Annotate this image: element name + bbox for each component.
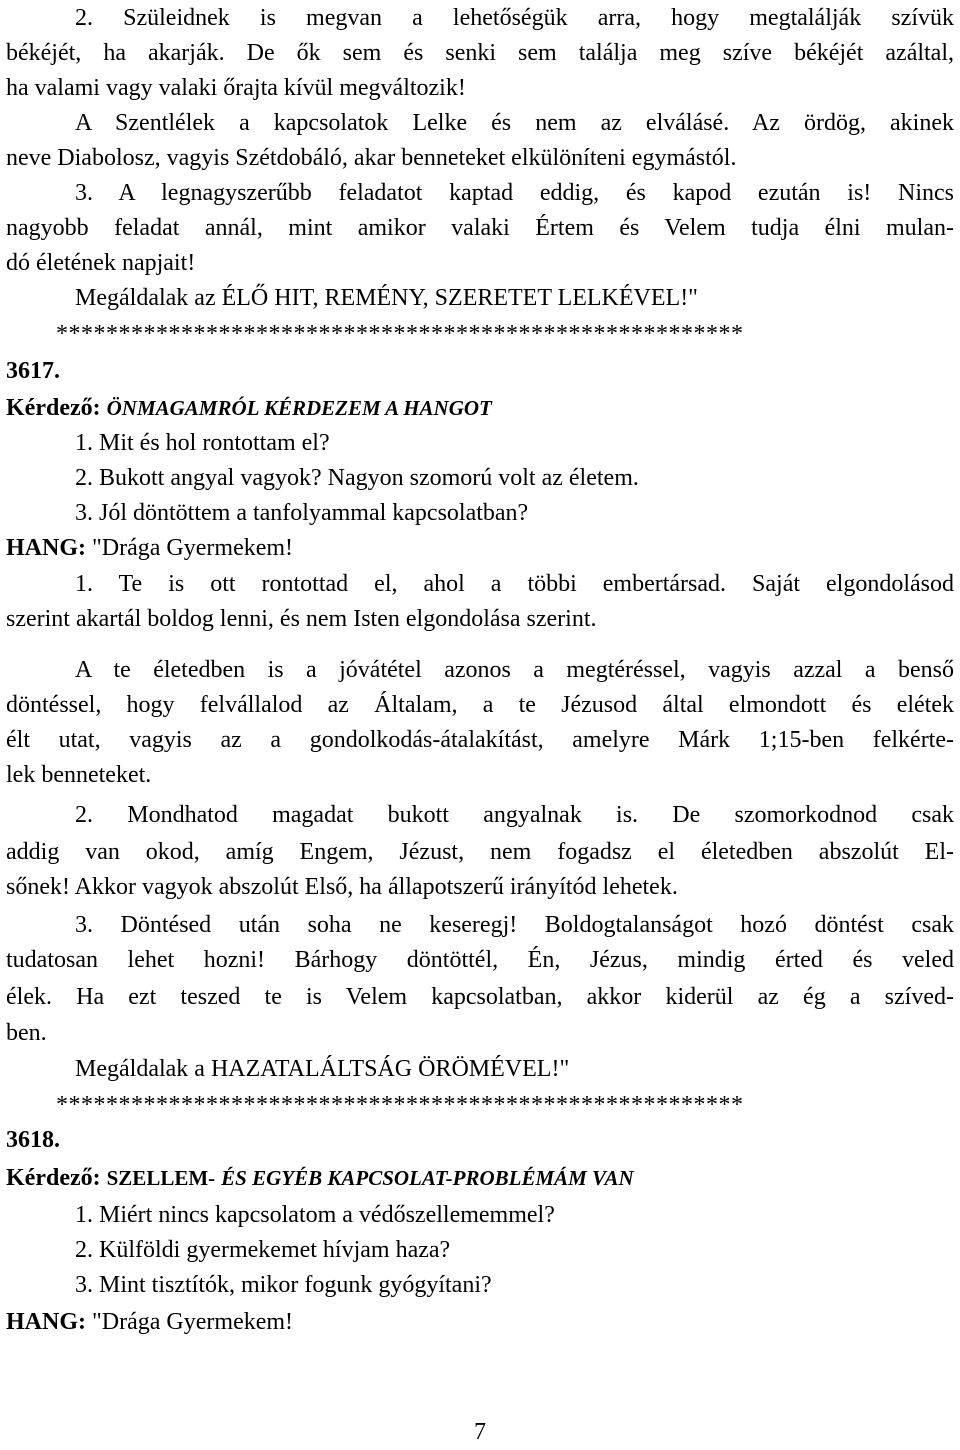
text-line: addig van okod, amíg Engem, Jézust, nem fogadsz el életedben abszolút El- xyxy=(6,839,954,865)
hang-header xyxy=(6,530,293,566)
question-item: 2. Bukott angyal vagyok? Nagyon szomorú volt az életem. xyxy=(75,465,639,491)
separator-stars: ******************************************************* xyxy=(56,321,744,347)
text-line: szerint akartál boldog lenni, és nem Isten elgondolása szerint. xyxy=(6,606,597,632)
text-line: sőnek! Akkor vagyok abszolút Első, ha állapotszerű irányítód lehetek. xyxy=(6,874,678,900)
questioner-label: Kérdező: xyxy=(6,1165,101,1191)
hang-greeting: "Drága Gyermekem! xyxy=(92,1309,294,1335)
question-item: 1. Miért nincs kapcsolatom a védőszellememmel? xyxy=(75,1202,555,1228)
text-line: 1. Te is ott rontottad el, ahol a többi embertársad. Saját elgondolásod xyxy=(75,571,954,597)
text-line: élek. Ha ezt teszed te is Velem kapcsolatban, akkor kiderül az ég a szíved- xyxy=(6,984,954,1010)
hang-label: HANG: xyxy=(6,1309,86,1335)
text-line: békéjét, ha akarják. De ők sem és senki sem találja meg szíve békéjét azáltal, xyxy=(6,40,954,66)
question-item: 2. Külföldi gyermekemet hívjam haza? xyxy=(75,1237,451,1263)
text-line: lek benneteket. xyxy=(6,762,152,788)
text-line: ben. xyxy=(6,1020,47,1046)
hang-greeting: "Drága Gyermekem! xyxy=(92,535,294,561)
separator-stars: ******************************************************* xyxy=(56,1092,744,1118)
question-item: 1. Mit és hol rontottam el? xyxy=(75,430,330,456)
questioner-label: Kérdező: xyxy=(6,395,101,421)
question-header xyxy=(6,390,492,426)
text-line: 2. Szüleidnek is megvan a lehetőségük arra, hogy megtalálják szívük xyxy=(75,5,954,31)
text-line: tudatosan lehet hozni! Bárhogy döntöttél, Én, Jézus, mindig érted és veled xyxy=(6,947,954,973)
text-line: döntéssel, hogy felvállalod az Általam, a te Jézusod által elmondott és elétek xyxy=(6,692,954,718)
blessing-line: Megáldalak az ÉLŐ HIT, REMÉNY, SZERETET LELKÉVEL!" xyxy=(75,285,698,311)
text-line: nagyobb feladat annál, mint amikor valaki Értem és Velem tudja élni mulan- xyxy=(6,215,954,241)
entry-number: 3617. xyxy=(6,358,60,384)
text-line: 3. Döntésed után soha ne keseregj! Boldogtalanságot hozó döntést csak xyxy=(75,912,954,938)
question-title-prefix: SZELLEM- xyxy=(106,1166,216,1190)
hang-label: HANG: xyxy=(6,535,86,561)
text-line: 3. A legnagyszerűbb feladatot kaptad eddig, és kapod ezután is! Nincs xyxy=(75,180,954,206)
question-title: ÖNMAGAMRÓL KÉRDEZEM A HANGOT xyxy=(106,396,492,420)
text-line: A te életedben is a jóvátétel azonos a megtéréssel, vagyis azzal a benső xyxy=(75,657,954,683)
question-item: 3. Mint tisztítók, mikor fogunk gyógyítani? xyxy=(75,1272,492,1298)
text-line: élt utat, vagyis az a gondolkodás-átalakítást, amelyre Márk 1;15-ben felkérte- xyxy=(6,727,954,753)
question-header xyxy=(6,1160,634,1196)
hang-header xyxy=(6,1304,293,1340)
text-line: ha valami vagy valaki őrajta kívül megváltozik! xyxy=(6,75,466,101)
text-line: A Szentlélek a kapcsolatok Lelke és nem az elválásé. Az ördög, akinek xyxy=(75,110,954,136)
question-title: ÉS EGYÉB KAPCSOLAT-PROBLÉMÁM VAN xyxy=(221,1166,634,1190)
text-line: neve Diabolosz, vagyis Szétdobáló, akar benneteket elkülöníteni egymástól. xyxy=(6,145,737,171)
page-number: 7 xyxy=(474,1419,486,1445)
text-line: dó életének napjait! xyxy=(6,250,196,276)
entry-number: 3618. xyxy=(6,1127,60,1153)
text-line: 2. Mondhatod magadat bukott angyalnak is. De szomorkodnod csak xyxy=(75,802,954,828)
blessing-line: Megáldalak a HAZATALÁLTSÁG ÖRÖMÉVEL!" xyxy=(75,1056,570,1082)
question-item: 3. Jól döntöttem a tanfolyammal kapcsolatban? xyxy=(75,500,529,526)
